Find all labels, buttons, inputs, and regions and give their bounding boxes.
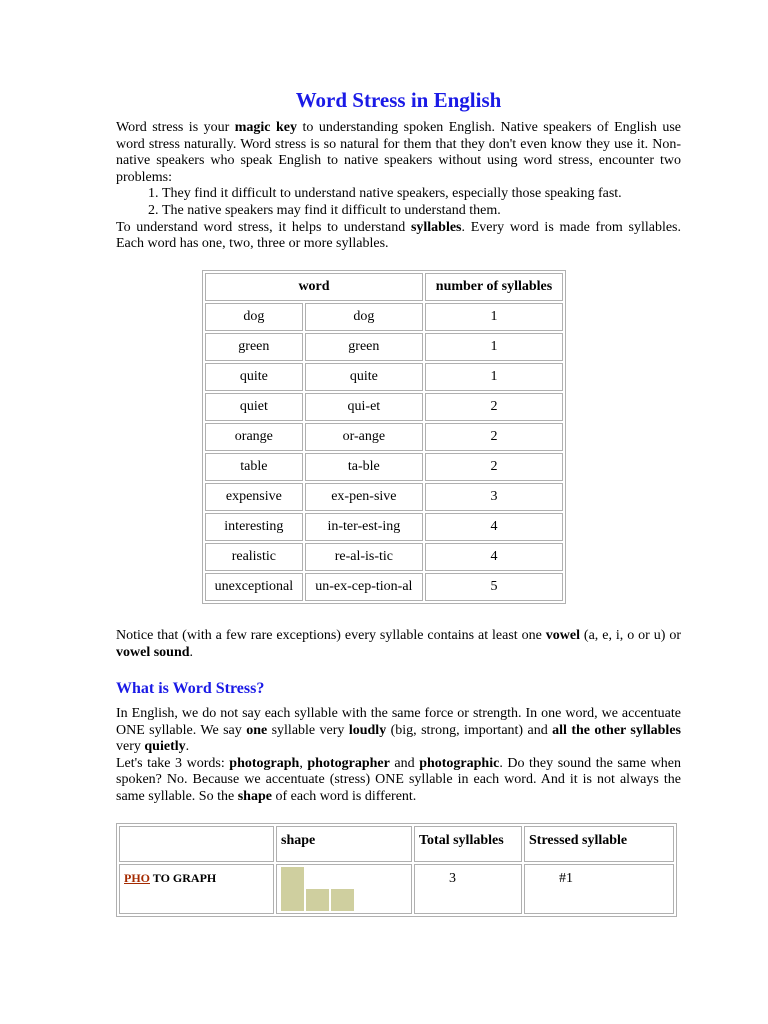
table-row: [205, 363, 563, 391]
bold-text: shape: [237, 788, 272, 804]
syllable-table: [202, 270, 566, 604]
cell-count: 2: [425, 453, 563, 481]
cell-count: 5: [425, 573, 563, 601]
cell-count: 1: [425, 363, 563, 391]
syllable-block: [306, 889, 329, 911]
header-blank: [119, 826, 274, 862]
cell-word: table: [205, 453, 303, 481]
header-word: word: [205, 273, 423, 301]
page-title: Word Stress in English: [295, 88, 502, 112]
bold-text: all the other syllables: [552, 722, 681, 738]
cell-split: in-ter-est-ing: [305, 513, 423, 541]
text: .: [185, 739, 190, 755]
cell-word: interesting: [205, 513, 303, 541]
section-heading: What is Word Stress?: [116, 680, 265, 697]
text: ,: [299, 755, 308, 771]
stressed-cell: #1: [524, 864, 674, 914]
cell-split: green: [305, 333, 423, 361]
cell-count: 2: [425, 423, 563, 451]
intro-bold-syllables: syllables: [410, 219, 462, 235]
text: In English, we do not say each syllable with the same force or strength. In one word, we accentuate ONE syllable. We say: [116, 706, 681, 738]
notice-bold-vowel-sound: vowel sound: [116, 644, 190, 660]
intro-text: . Every word is made from syllables. Each word has one, two, three or more syllables.: [116, 219, 681, 252]
syllable-block: [331, 889, 354, 911]
cell-count: 4: [425, 513, 563, 541]
table-row: [205, 303, 563, 331]
table-row: [205, 483, 563, 511]
cell-count: 1: [425, 333, 563, 361]
bold-text: one: [246, 722, 268, 738]
cell-split: ex-pen-sive: [305, 483, 423, 511]
cell-split: or-ange: [305, 423, 423, 451]
word-stress-section: [116, 706, 681, 806]
syllables-paragraph: [116, 220, 681, 253]
table-row: [205, 453, 563, 481]
word-cell: [119, 864, 274, 914]
text: very: [116, 739, 145, 755]
notice-text: Notice that (with a few rare exceptions) every syllable contains at least one: [116, 628, 546, 643]
cell-count: 4: [425, 543, 563, 571]
table-row: [205, 333, 563, 361]
syllable-table-body: [205, 303, 563, 601]
notice-paragraph: [116, 628, 681, 661]
cell-word: expensive: [205, 483, 303, 511]
syllable-block: [281, 867, 304, 911]
text: syllable very: [267, 722, 349, 738]
cell-word: realistic: [205, 543, 303, 571]
intro-text: to understanding spoken English. Native speakers of English use word stress naturally. Word stress is so natural for them that they don't even know they use it. Non-native speakers who speak English to native speakers without using word stress, encounter two problems:: [116, 120, 681, 185]
cell-split: quite: [305, 363, 423, 391]
list-item: 1. They find it difficult to understand native speakers, especially those speaking fast.: [162, 186, 681, 203]
cell-split: dog: [305, 303, 423, 331]
bold-text: quietly: [144, 739, 186, 755]
header-shape: shape: [276, 826, 412, 862]
cell-split: qui-et: [305, 393, 423, 421]
text: (big, strong, important) and: [386, 722, 553, 738]
text: Let's take 3 words:: [116, 755, 230, 771]
cell-count: 1: [425, 303, 563, 331]
cell-count: 2: [425, 393, 563, 421]
text: and: [389, 755, 420, 771]
text: . Do they sound the same when spoken? No. Because we accentuate (stress) ONE syllable in each word. And it is not always the same syllable. So the: [116, 755, 682, 804]
problems-list: [116, 186, 681, 219]
cell-count: 3: [425, 483, 563, 511]
table-row: [119, 864, 674, 914]
notice-bold-vowel: vowel: [545, 628, 580, 643]
cell-split: ta-ble: [305, 453, 423, 481]
table-row: [205, 393, 563, 421]
bold-text: photographic: [419, 755, 500, 771]
cell-word: orange: [205, 423, 303, 451]
intro-section: [116, 120, 681, 253]
shape-cell: [276, 864, 412, 914]
total-cell: 3: [414, 864, 522, 914]
bold-text: loudly: [348, 722, 387, 738]
stressed-syllable: PHO: [124, 871, 150, 885]
cell-word: quite: [205, 363, 303, 391]
header-stressed: Stressed syllable: [524, 826, 674, 862]
example-paragraph: [116, 756, 681, 806]
cell-split: un-ex-cep-tion-al: [305, 573, 423, 601]
intro-paragraph: [116, 120, 681, 186]
table-row: [205, 423, 563, 451]
shape-table: [116, 823, 677, 917]
notice-text: .: [189, 644, 194, 660]
header-count: number of syllables: [425, 273, 563, 301]
cell-word: dog: [205, 303, 303, 331]
syllable-shape: [281, 867, 407, 911]
cell-word: green: [205, 333, 303, 361]
cell-word: unexceptional: [205, 573, 303, 601]
bold-text: photograph: [229, 755, 300, 771]
stress-paragraph: [116, 706, 681, 756]
notice-text: (a, e, i, o or u) or: [579, 628, 681, 643]
list-item: 2. The native speakers may find it difficult to understand them.: [162, 203, 681, 220]
intro-text: Word stress is your: [116, 120, 235, 135]
cell-split: re-al-is-tic: [305, 543, 423, 571]
text: of each word is different.: [271, 788, 417, 804]
table-row: [205, 573, 563, 601]
cell-word: quiet: [205, 393, 303, 421]
header-total: Total syllables: [414, 826, 522, 862]
table-row: [205, 513, 563, 541]
bold-text: photographer: [307, 755, 390, 771]
intro-bold-magic-key: magic key: [234, 120, 297, 135]
table-row: [205, 543, 563, 571]
intro-text: To understand word stress, it helps to understand: [116, 219, 411, 235]
unstressed-syllables: TO GRAPH: [150, 871, 217, 885]
